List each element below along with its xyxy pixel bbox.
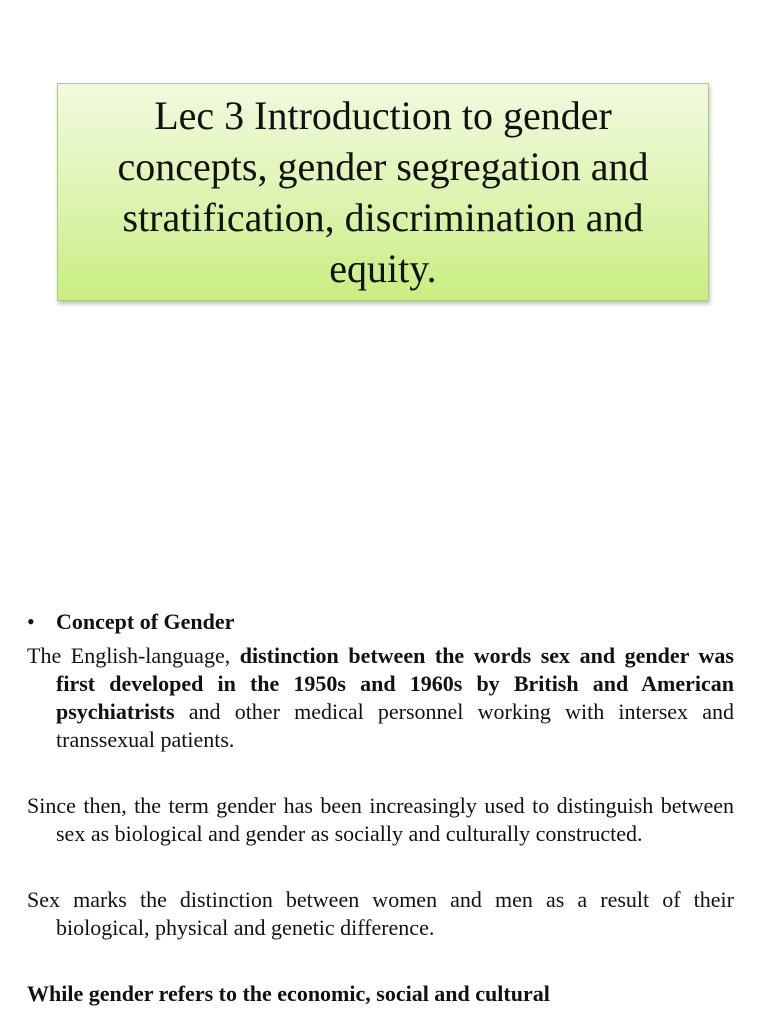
slide-title: Lec 3 Introduction to gender concepts, gender segregation and stratification, discrimination and equity. xyxy=(117,93,649,291)
paragraph-while-gender: While gender refers to the economic, social and cultural xyxy=(27,981,550,1006)
paragraph-bold-text: distinction between the words sex and gender was first developed in the 1950s and 1960s by British and American psychiatrists xyxy=(56,643,734,724)
paragraph-sex-marks: Sex marks the distinction between women and men as a result of their biological, physical and genetic difference. xyxy=(27,887,734,940)
slide-content xyxy=(27,608,734,1008)
bullet-icon: • xyxy=(27,609,35,634)
paragraph-text: The English-language, xyxy=(27,643,240,668)
title-box xyxy=(57,83,709,301)
paragraph-text: and other medical personnel working with intersex and transsexual patients. xyxy=(56,699,734,752)
paragraph-since-then: Since then, the term gender has been increasingly used to distinguish between sex as biological and gender as socially and culturally constructed. xyxy=(27,793,734,846)
bullet-item xyxy=(27,608,734,636)
paragraph-english-language xyxy=(27,642,734,754)
bullet-heading: Concept of Gender xyxy=(56,609,235,634)
